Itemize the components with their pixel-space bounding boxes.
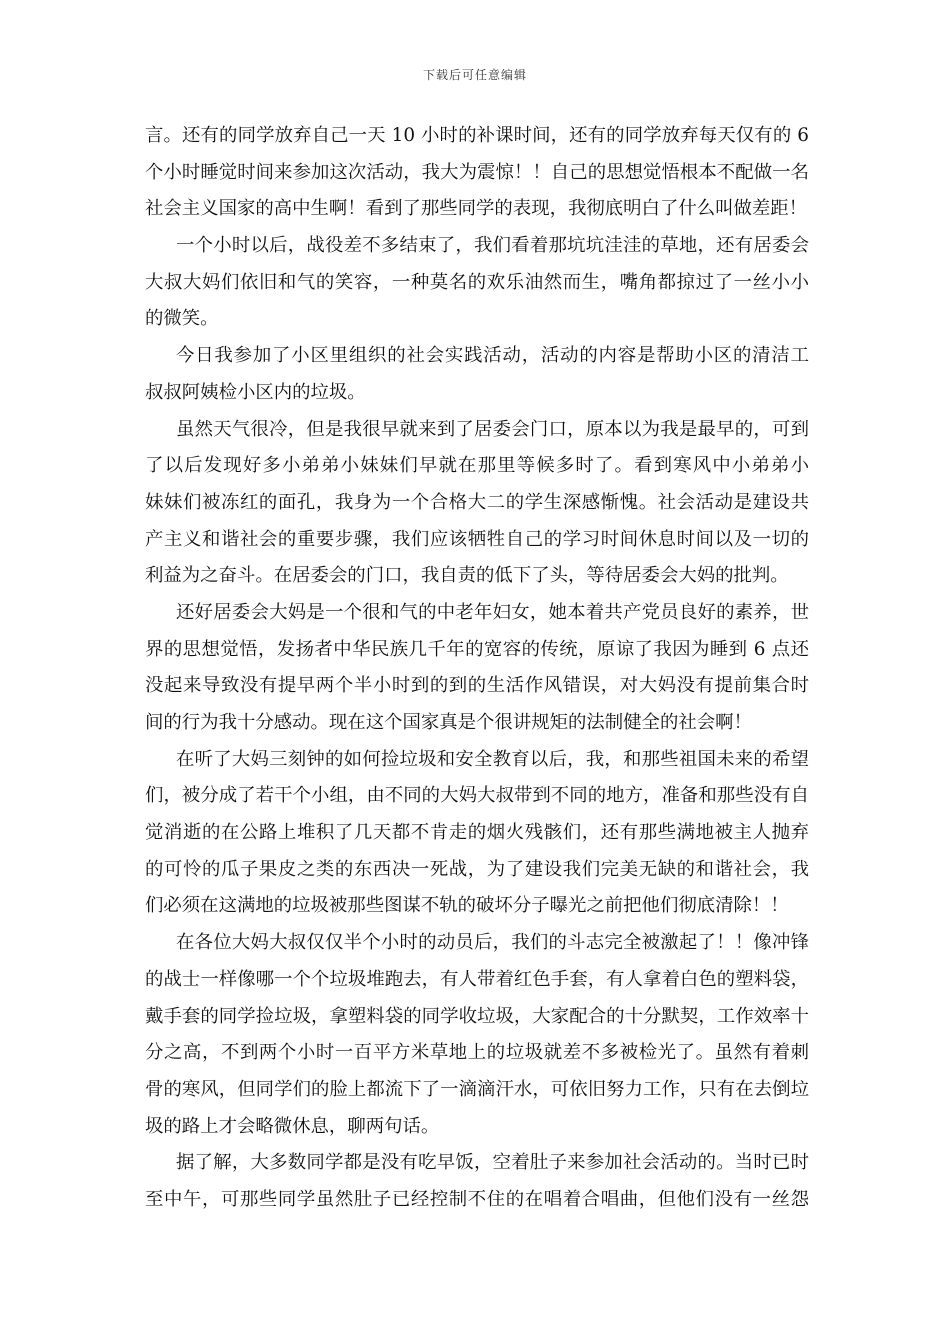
paragraph-line: 产主义和谐社会的重要步骤，我们应该牺牲自己的学习时间休息时间以及一切的 <box>145 528 809 550</box>
paragraph <box>145 338 809 411</box>
paragraph <box>145 1145 809 1218</box>
page-header-note: 下载后可任意编辑 <box>422 68 527 82</box>
document-body <box>145 118 809 1219</box>
paragraph-line: 今日我参加了小区里组织的社会实践活动，活动的内容是帮助小区的清洁工 <box>176 345 809 367</box>
paragraph-line: 的可怜的瓜子果皮之类的东西决一死战，为了建设我们完美无缺的和谐社会，我 <box>145 858 809 880</box>
paragraph-line: 界的思想觉悟，发扬者中华民族几千年的宽容的传统，原谅了我因为睡到 6 点还 <box>145 638 809 660</box>
paragraph-line: 至中午，可那些同学虽然肚子已经控制不住的在唱着合唱曲，但他们没有一丝怨 <box>145 1188 809 1210</box>
paragraph-line: 在各位大妈大叔仅仅半个小时的动员后，我们的斗志完全被激起了！！像冲锋 <box>176 932 809 954</box>
paragraph-line: 言。还有的同学放弃自己一天 10 小时的补课时间，还有的同学放弃每天仅有的 6 <box>145 125 809 146</box>
paragraph-line: 没起来导致没有提早两个半小时到的到的生活作风错误，对大妈没有提前集合时 <box>145 675 809 697</box>
paragraph-line: 骨的寒风，但同学们的脸上都流下了一滴滴汗水，可依旧努力工作，只有在去倒垃 <box>145 1078 809 1100</box>
paragraph-line: 的微笑。 <box>145 308 219 330</box>
paragraph-line: 戴手套的同学捡垃圾，拿塑料袋的同学收垃圾，大家配合的十分默契，工作效率十 <box>145 1005 809 1027</box>
paragraph-line: 一个小时以后，战役差不多结束了，我们看着那坑坑洼洼的草地，还有居委会 <box>176 235 809 257</box>
paragraph-line: 大叔大妈们依旧和气的笑容，一种莫名的欢乐油然而生，嘴角都掠过了一丝小小 <box>145 271 809 293</box>
paragraph <box>145 595 809 742</box>
paragraph <box>145 118 809 228</box>
paragraph-line: 觉消逝的在公路上堆积了几天都不肯走的烟火残骸们，还有那些满地被主人抛弃 <box>145 822 809 844</box>
paragraph <box>145 925 809 1145</box>
paragraph-line: 社会主义国家的高中生啊！看到了那些同学的表现，我彻底明白了什么叫做差距！ <box>145 198 808 220</box>
paragraph-line: 利益为之奋斗。在居委会的门口，我自责的低下了头，等待居委会大妈的批判。 <box>145 565 789 587</box>
paragraph <box>145 742 809 925</box>
paragraph-line: 分之高，不到两个小时一百平方米草地上的垃圾就差不多被检光了。虽然有着刺 <box>145 1042 809 1064</box>
paragraph-line: 在听了大妈三刻钟的如何捡垃圾和安全教育以后，我，和那些祖国未来的希望 <box>176 748 809 770</box>
paragraph-line: 的战士一样像哪一个个垃圾堆跑去，有人带着红色手套，有人拿着白色的塑料袋， <box>145 968 809 990</box>
paragraph-line: 还好居委会大妈是一个很和气的中老年妇女，她本着共产党员良好的素养，世 <box>176 601 809 623</box>
paragraph <box>145 228 809 338</box>
paragraph-line: 据了解，大多数同学都是没有吃早饭，空着肚子来参加社会活动的。当时已时 <box>176 1152 809 1174</box>
paragraph <box>145 412 809 595</box>
paragraph-line: 圾的路上才会略微休息，聊两句话。 <box>145 1115 440 1137</box>
paragraph-line: 间的行为我十分感动。现在这个国家真是个很讲规矩的法制健全的社会啊！ <box>145 712 752 733</box>
paragraph-line: 个小时睡觉时间来参加这次活动，我大为震惊！！自己的思想觉悟根本不配做一名 <box>145 161 809 183</box>
paragraph-line: 叔叔阿姨检小区内的垃圾。 <box>145 381 366 403</box>
paragraph-line: 们，被分成了若干个小组，由不同的大妈大叔带到不同的地方，准备和那些没有自 <box>145 785 809 807</box>
paragraph-line: 了以后发现好多小弟弟小妹妹们早就在那里等候多时了。看到寒风中小弟弟小 <box>145 455 809 477</box>
paragraph-line: 们必须在这满地的垃圾被那些图谋不轨的破坏分子曝光之前把他们彻底清除！！ <box>145 895 789 917</box>
paragraph-line: 妹妹们被冻红的面孔，我身为一个合格大二的学生深感惭愧。社会活动是建设共 <box>145 491 809 513</box>
paragraph-line: 虽然天气很冷，但是我很早就来到了居委会门口，原本以为我是最早的，可到 <box>176 418 809 440</box>
